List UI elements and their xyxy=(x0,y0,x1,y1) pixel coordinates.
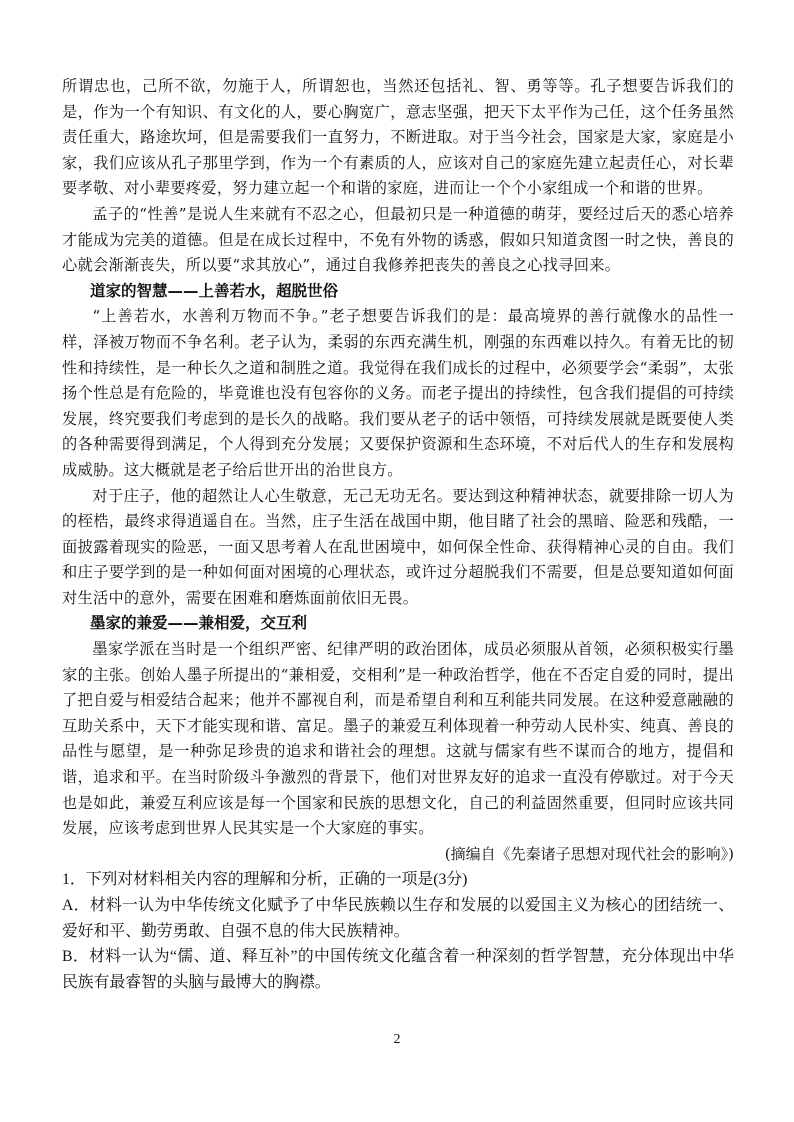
section-heading-mohism: 墨家的兼爱——兼相爱，交互利 xyxy=(90,614,308,633)
paragraph-confucius-continued: 所谓忠也，己所不欲，勿施于人，所谓恕也，当然还包括礼、智、勇等等。孔子想要告诉我们的是，作为一个有知识、有文化的人，要心胸宽广，意志坚强，把天下太平作为己任，这个任务虽然责任重大，路途坎坷，但是需要我们一直努力，不断进取。对于当今社会，国家是大家，家庭是小家，我们应该从孔子那里学到，作为一个有素质的人，应该对自己的家庭先建立起责任心，对长辈要孝敬、对小辈要疼爱，努力建立起一个和谐的家庭，进而让一个个小家组成一个和谐的世界。 xyxy=(62,77,734,198)
source-citation: (摘编自《先秦诸子思想对现代社会的影响》) xyxy=(444,844,734,863)
paragraph-zhuangzi: 对于庄子，他的超然让人心生敬意，无己无功无名。要达到这种精神状态，就要排除一切人为的桎梏，最终求得逍遥自在。当然，庄子生活在战国中期，他目睹了社会的黑暗、险恶和残酷，一面披露着现实的险恶，一面又思考着人在乱世困境中，如何保全性命、获得精神心灵的自由。我们和庄子要学到的是一种如何面对困境的心理状态，或许过分超脱我们不需要，但是总要知道如何面对生活中的意外，需要在困难和磨炼面前依旧无畏。 xyxy=(62,486,734,607)
paragraph-laozi: “上善若水，水善利万物而不争。”老子想要告诉我们的是：最高境界的善行就像水的品性一样，泽被万物而不争名利。老子认为，柔弱的东西充满生机，刚强的东西难以持久。有着无比的韧性和持续性，是一种长久之道和制胜之道。我觉得在我们成长的过程中，必须要学会“柔弱”，太张扬个性总是有危险的，毕竟谁也没有包容你的义务。而老子提出的持续性，包含我们提倡的可持续发展，终究要我们考虑到的是长久的战略。我们要从老子的话中领悟，可持续发展就是既要使人类的各种需要得到满足，个人得到充分发展；又要保护资源和生态环境，不对后代人的生存和发展构成威胁。这大概就是老子给后世开出的治世良方。 xyxy=(62,307,734,479)
paragraph-mencius: 孟子的“性善”是说人生来就有不忍之心，但最初只是一种道德的萌芽，要经过后天的悉心培养才能成为完美的道德。但是在成长过程中，不免有外物的诱惑，假如只知道贪图一时之快，善良的心就会渐渐丧失，所以要“求其放心”，通过自我修养把丧失的善良之心找寻回来。 xyxy=(62,204,734,275)
page-number: 2 xyxy=(393,1032,401,1047)
option-a: A．材料一认为中华传统文化赋予了中华民族赖以生存和发展的以爱国主义为核心的团结统一、爱好和平、勤劳勇敢、自强不息的伟大民族精神。 xyxy=(62,897,734,940)
paragraph-mozi: 墨家学派在当时是一个组织严密、纪律严明的政治团体，成员必须服从首领，必须积极实行墨家的主张。创始人墨子所提出的“兼相爱，交相利”是一种政治哲学，他在不否定自爱的同时，提出了把自爱与相爱结合起来；他并不鄙视自利，而是希望自利和互利能共同发展。在这种爱意融融的互助关系中，天下才能实现和谐、富足。墨子的兼爱互利体现着一种劳动人民朴实、纯真、善良的品性与愿望，是一种弥足珍贵的追求和谐社会的理想。这就与儒家有些不谋而合的地方，提倡和谐，追求和平。在当时阶级斗争激烈的背景下，他们对世界友好的追求一直没有停歇过。对于今天也是如此，兼爱互利应该是每一个国家和民族的思想文化，自己的利益固然重要，但同时应该共同发展，应该考虑到世界人民其实是一个大家庭的事实。 xyxy=(62,640,734,838)
question-stem: 1．下列对材料相关内容的理解和分析，正确的一项是(3分) xyxy=(62,871,468,889)
section-heading-daoism: 道家的智慧——上善若水，超脱世俗 xyxy=(90,281,339,300)
option-b: B．材料一认为“儒、道、释互补”的中国传统文化蕴含着一种深刻的哲学智慧，充分体现出中华民族有最睿智的头脑与最博大的胸襟。 xyxy=(62,948,734,991)
page-content xyxy=(62,74,734,995)
